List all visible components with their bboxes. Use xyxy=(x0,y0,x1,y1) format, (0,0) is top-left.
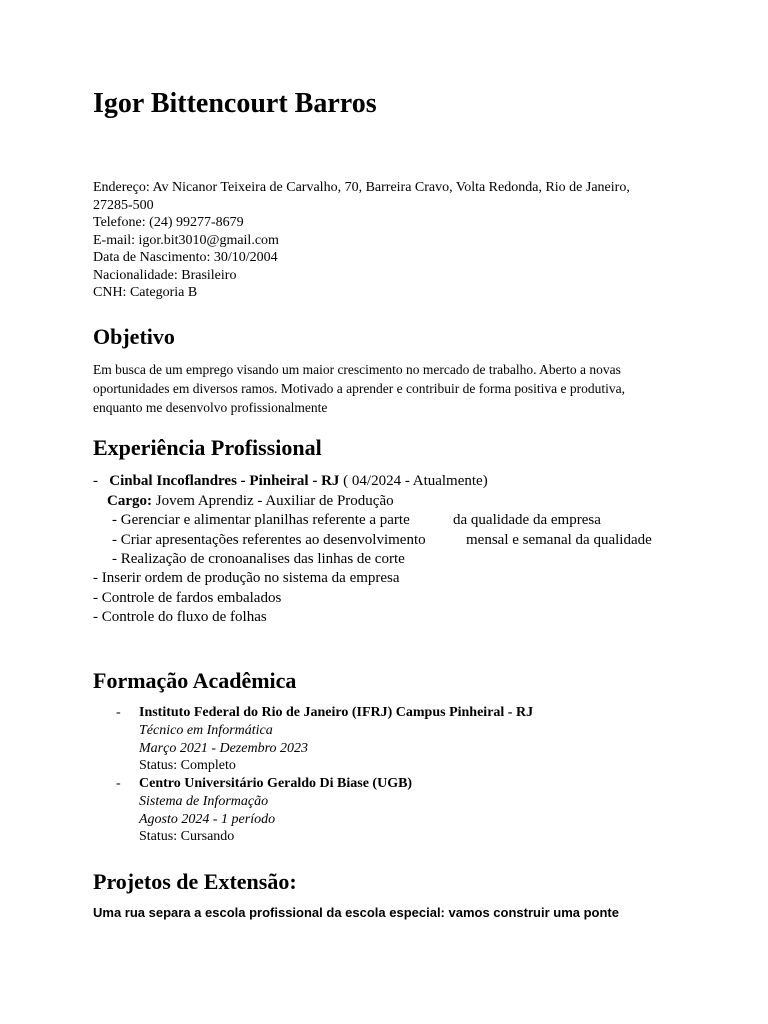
job-role xyxy=(93,492,488,512)
address-line-2: 27285-500 xyxy=(93,197,154,213)
job-task-continuation-line: da qualidade da empresa xyxy=(453,512,601,528)
objective-line: oportunidades em diversos ramos. Motivado a aprender e contribuir de forma positiva e produtiva, xyxy=(93,381,625,396)
job-task-continuation xyxy=(466,531,652,551)
job-role-value: Jovem Aprendiz - Auxiliar de Produção xyxy=(155,492,394,509)
driver-license: CNH: Categoria B xyxy=(93,285,198,300)
phone: Telefone: (24) 99277-8679 xyxy=(93,215,244,230)
job-header xyxy=(93,472,488,492)
objective-line: Em busca de um emprego visando um maior crescimento no mercado de trabalho. Aberto a novas xyxy=(93,362,621,377)
education-heading: Formação Acadêmica xyxy=(93,668,297,693)
education-item xyxy=(139,704,533,775)
job-task: - Gerenciar e alimentar planilhas referente a parte xyxy=(112,512,410,528)
projects-heading: Projetos de Extensão: xyxy=(93,869,297,894)
resume-name: Igor Bittencourt Barros xyxy=(93,88,377,119)
job-role-label: Cargo: xyxy=(107,492,152,509)
job-task: - Realização de cronoanalises das linhas de corte xyxy=(112,551,405,567)
experience-heading: Experiência Profissional xyxy=(93,435,322,460)
job-company: Cinbal Incoflandres - Pinheiral - RJ xyxy=(109,473,340,489)
objective-line: enquanto me desenvolvo profissionalmente xyxy=(93,400,328,415)
education-status: Status: Completo xyxy=(139,758,236,774)
job-task-continuation-line: mensal e semanal da qualidade xyxy=(466,531,652,548)
education-course: Técnico em Informática xyxy=(139,722,273,738)
address-line-1: Endereço: Av Nicanor Teixeira de Carvalho, 70, Barreira Cravo, Volta Redonda, Rio de Janeiro, xyxy=(93,180,630,195)
nationality: Nacionalidade: Brasileiro xyxy=(93,267,237,283)
contact-block xyxy=(93,179,630,302)
education-bullet: - xyxy=(116,776,121,791)
job-period: ( 04/2024 - Atualmente) xyxy=(343,473,488,489)
job-extra-tasks xyxy=(93,569,400,628)
birth-date: Data de Nascimento: 30/10/2004 xyxy=(93,250,278,265)
job-task-continuation xyxy=(453,511,601,531)
job-extra-task: - Controle de fardos embalados xyxy=(93,589,282,606)
job-task: - Criar apresentações referentes ao desenvolvimento xyxy=(112,531,426,548)
email: E-mail: igor.bit3010@gmail.com xyxy=(93,232,279,248)
education-bullet: - xyxy=(116,705,121,720)
education-institution: Instituto Federal do Rio de Janeiro (IFRJ) Campus Pinheiral - RJ xyxy=(139,705,534,720)
project-title: Uma rua separa a escola profissional da escola especial: vamos construir uma ponte xyxy=(93,905,619,920)
education-period: Março 2021 - Dezembro 2023 xyxy=(139,740,309,756)
objective-text xyxy=(93,360,625,417)
education-course: Sistema de Informação xyxy=(139,793,269,809)
job-tasks xyxy=(112,511,426,570)
objective-heading: Objetivo xyxy=(93,324,175,349)
education-status: Status: Cursando xyxy=(139,829,235,845)
job-extra-task: - Controle do fluxo de folhas xyxy=(93,609,267,625)
job-extra-task: - Inserir ordem de produção no sistema da empresa xyxy=(93,570,400,586)
education-period: Agosto 2024 - 1 período xyxy=(139,811,276,827)
education-institution: Centro Universitário Geraldo Di Biase (UGB) xyxy=(139,776,413,791)
education-item xyxy=(139,775,412,846)
job-bullet: - xyxy=(93,473,98,489)
job-entry xyxy=(93,472,488,511)
